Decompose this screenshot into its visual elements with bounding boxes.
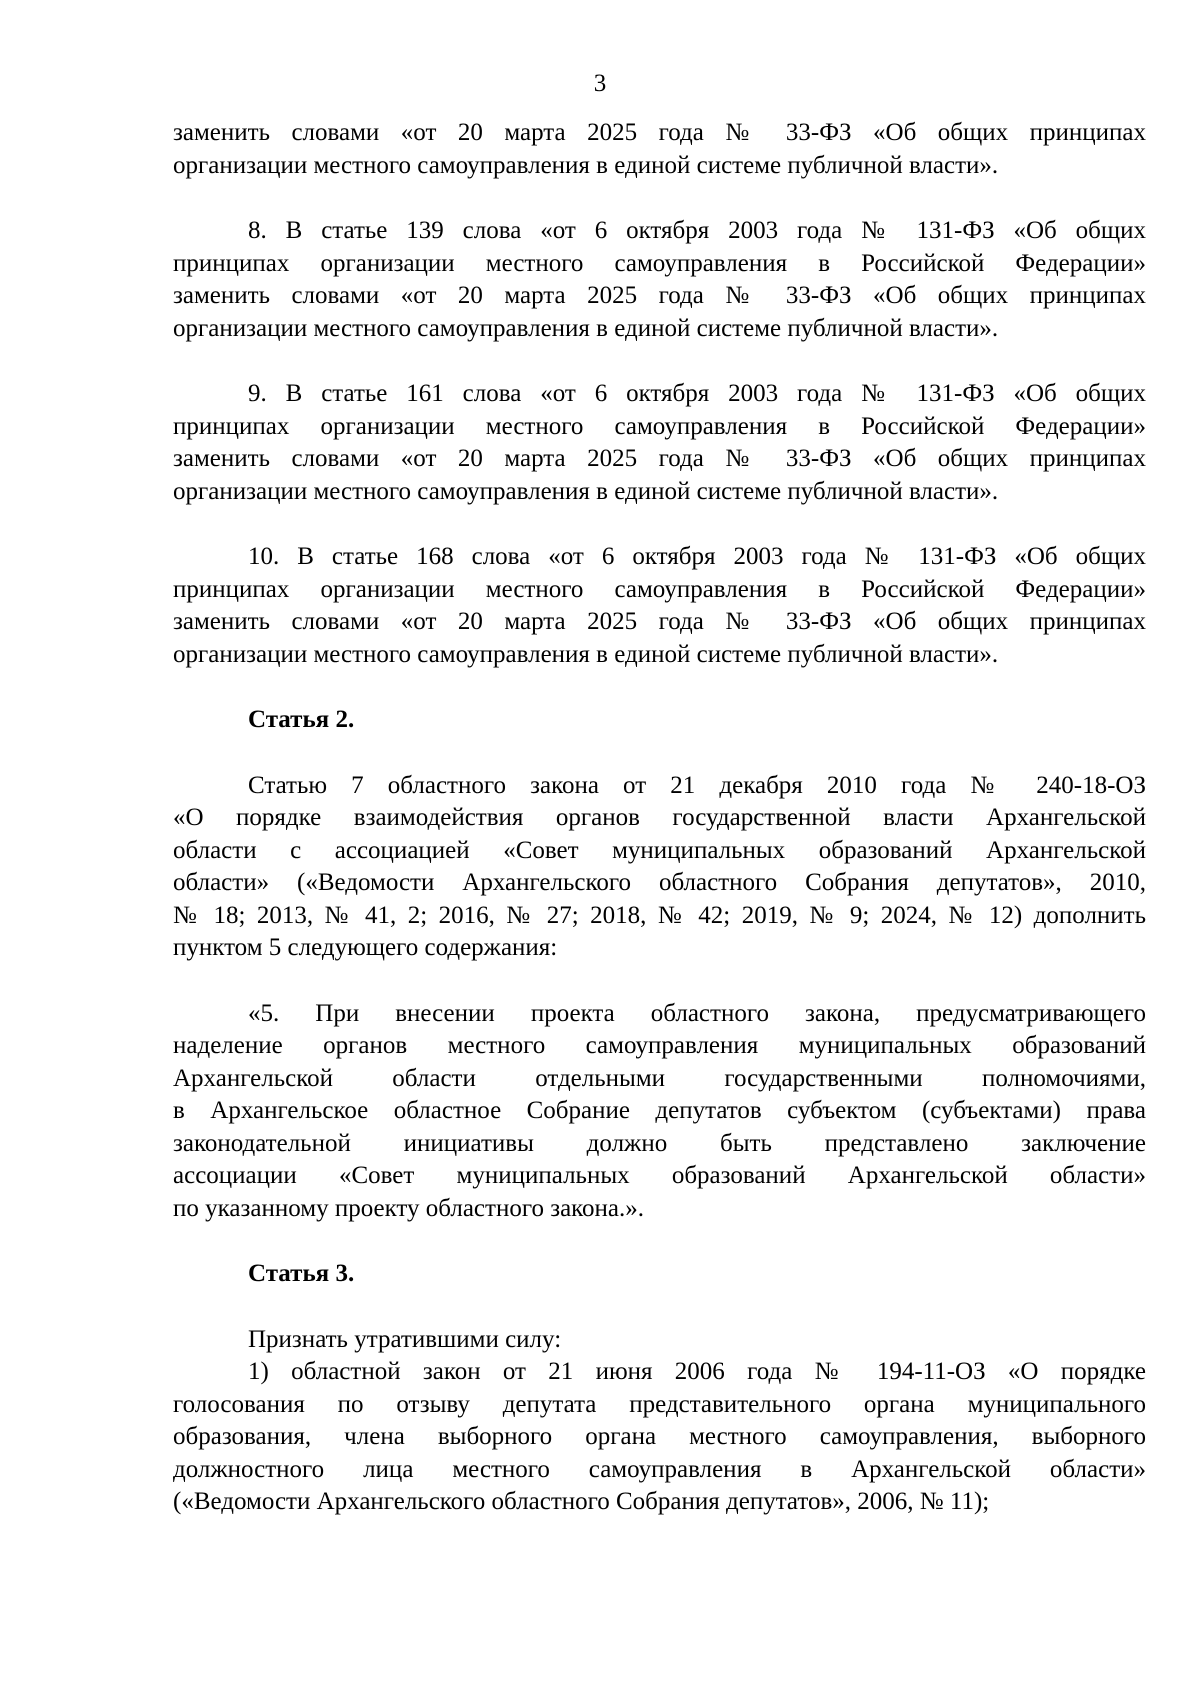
paragraph-intro: [173, 117, 1146, 182]
document-body: [173, 117, 1146, 1519]
text-line: «О порядке взаимодействия органов государственной власти Архангельской: [173, 804, 1146, 831]
text-line: заменить словами «от 20 марта 2025 года № 33-ФЗ «Об общих принципах: [173, 119, 1146, 146]
text-line: 10. В статье 168 слова «от 6 октября 2003 года № 131-ФЗ «Об общих: [248, 543, 1146, 570]
paragraph-item-9: [173, 378, 1146, 508]
article-2-heading: Статья 2.: [248, 706, 355, 733]
text-line: по указанному проекту областного закона.».: [173, 1194, 645, 1222]
article-2-quote: [173, 998, 1146, 1226]
text-line: заменить словами «от 20 марта 2025 года № 33-ФЗ «Об общих принципах: [173, 282, 1146, 309]
text-line: организации местного самоуправления в единой системе публичной власти».: [173, 314, 999, 342]
text-line: «5. При внесении проекта областного закона, предусматривающего: [248, 999, 1146, 1027]
text-line: принципах организации местного самоуправления в Российской Федерации»: [173, 412, 1146, 440]
text-line: наделение органов местного самоуправления муниципальных образований: [173, 1032, 1146, 1059]
text-line: организации местного самоуправления в единой системе публичной власти».: [173, 151, 999, 179]
text-line: организации местного самоуправления в единой системе публичной власти».: [173, 640, 999, 668]
text-line: № 18; 2013, № 41, 2; 2016, № 27; 2018, № 42; 2019, № 9; 2024, № 12) дополнить: [173, 901, 1146, 929]
text-line: («Ведомости Архангельского областного Собрания депутатов», 2006, № 11);: [173, 1488, 990, 1515]
article-2-body: [173, 770, 1146, 965]
text-line: законодательной инициативы должно быть представлено заключение: [173, 1129, 1146, 1157]
article-3-intro: [173, 1324, 1146, 1357]
text-line: ассоциации «Совет муниципальных образований Архангельской области»: [173, 1162, 1146, 1189]
article-3-heading: Статья 3.: [248, 1260, 355, 1287]
text-line: образования, члена выборного органа местного самоуправления, выборного: [173, 1423, 1146, 1450]
page-number: 3: [593, 70, 607, 97]
text-line: Признать утратившими силу:: [248, 1325, 562, 1353]
text-line: голосования по отзыву депутата представительного органа муниципального: [173, 1390, 1146, 1418]
text-line: в Архангельское областное Собрание депутатов субъектом (субъектами) права: [173, 1097, 1146, 1124]
text-line: пунктом 5 следующего содержания:: [173, 934, 558, 961]
text-line: должностного лица местного самоуправления в Архангельской области»: [173, 1455, 1146, 1483]
text-line: 9. В статье 161 слова «от 6 октября 2003 года № 131-ФЗ «Об общих: [248, 380, 1146, 407]
text-line: области» («Ведомости Архангельского областного Собрания депутатов», 2010,: [173, 869, 1146, 896]
paragraph-item-8: [173, 215, 1146, 345]
text-line: Архангельской области отдельными государственными полномочиями,: [173, 1064, 1146, 1092]
text-line: принципах организации местного самоуправления в Российской Федерации»: [173, 249, 1146, 277]
text-line: организации местного самоуправления в единой системе публичной власти».: [173, 477, 999, 505]
paragraph-item-10: [173, 541, 1146, 671]
text-line: 8. В статье 139 слова «от 6 октября 2003 года № 131-ФЗ «Об общих: [248, 217, 1146, 244]
text-line: области с ассоциацией «Совет муниципальных образований Архангельской: [173, 836, 1146, 864]
article-3-item-1: [173, 1356, 1146, 1519]
text-line: Статью 7 областного закона от 21 декабря 2010 года № 240-18-ОЗ: [248, 771, 1146, 799]
text-line: заменить словами «от 20 марта 2025 года № 33-ФЗ «Об общих принципах: [173, 445, 1146, 472]
text-line: 1) областной закон от 21 июня 2006 года № 194-11-ОЗ «О порядке: [248, 1358, 1146, 1385]
text-line: принципах организации местного самоуправления в Российской Федерации»: [173, 575, 1146, 603]
text-line: заменить словами «от 20 марта 2025 года № 33-ФЗ «Об общих принципах: [173, 608, 1146, 635]
